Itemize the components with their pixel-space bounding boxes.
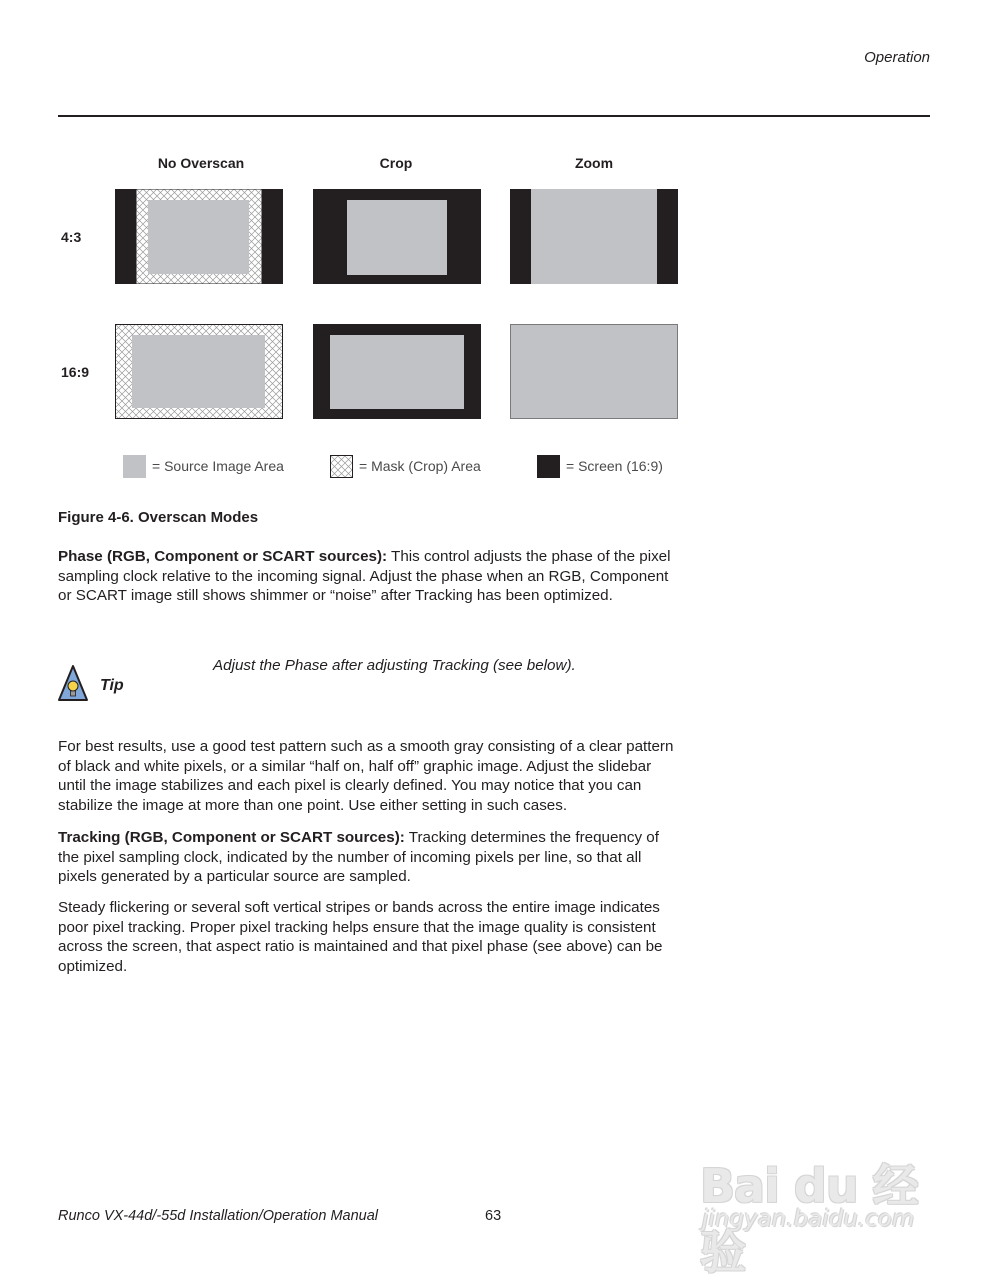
legend-swatch-source [123,455,146,478]
lightbulb-icon [58,664,130,704]
phase-title: Phase (RGB, Component or SCART sources): [58,548,388,565]
header-rule [58,115,930,117]
panel-4-3-crop [313,189,481,284]
panel-4-3-no-overscan [115,189,283,284]
legend-source-image-area [123,454,284,478]
panel-16-9-crop [313,324,481,419]
legend-label-screen: = Screen (16:9) [566,458,663,474]
footer-manual-title: Runco VX-44d/-55d Installation/Operation Manual [58,1208,378,1224]
panel-16-9-zoom [510,324,678,419]
legend-label-source: = Source Image Area [152,458,284,474]
tracking-paragraph [58,828,683,887]
tracking-body: Tracking determines the frequency of the pixel sampling clock, indicated by the number of incoming pixels per line, so that all pixels generated by a particular source are sampled. [58,829,659,885]
watermark-line2: jingyan.baidu.com [702,1206,915,1232]
row-label-16-9: 16:9 [61,364,90,380]
legend-screen [537,454,663,478]
panel-16-9-no-overscan [115,324,283,419]
tip-label: Tip [100,677,124,694]
row-label-4-3: 4:3 [61,229,82,245]
watermark-line1: Bai du 经验 [700,1159,918,1279]
panel-4-3-zoom [510,189,678,284]
legend-swatch-mask [330,455,353,478]
legend-mask-area [330,454,481,478]
figure-caption: Figure 4-6. Overscan Modes [58,509,259,526]
baidu-watermark [700,1130,930,1279]
phase-body: This control adjusts the phase of the pixel sampling clock relative to the incoming signal. Adjust the phase when an RGB, Component or SCART image still shows shimmer or “noise” after Tracking has been optimized. [58,548,671,604]
tip-icon [58,664,130,704]
legend-swatch-screen [537,455,560,478]
footer-page-number: 63 [485,1208,502,1224]
tip-text: Adjust the Phase after adjusting Tracking (see below). [213,657,576,674]
phase-paragraph [58,547,683,606]
steady-flickering-paragraph: Steady flickering or several soft vertical stripes or bands across the entire image indicates poor pixel tracking. Proper pixel tracking helps ensure that the image quality is consistent across the screen, that aspect ratio is maintained and that pixel phase (see above) can be optimized. [58,899,663,975]
best-results-paragraph: For best results, use a good test pattern such as a smooth gray consisting of a clear pattern of black and white pixels, or a similar “half on, half off” graphic image. Adjust the slidebar until the image stabilizes and each pixel is clearly defined. You may notice that you can stabilize the image at more than one point. Use either setting in such cases. [58,738,674,814]
tracking-title: Tracking (RGB, Component or SCART sources): [58,829,405,846]
header-section-title: Operation [864,49,930,66]
column-header-zoom: Zoom [574,155,614,171]
column-header-crop: Crop [379,155,413,171]
legend-label-mask: = Mask (Crop) Area [359,458,481,474]
column-header-no-overscan: No Overscan [157,155,245,171]
